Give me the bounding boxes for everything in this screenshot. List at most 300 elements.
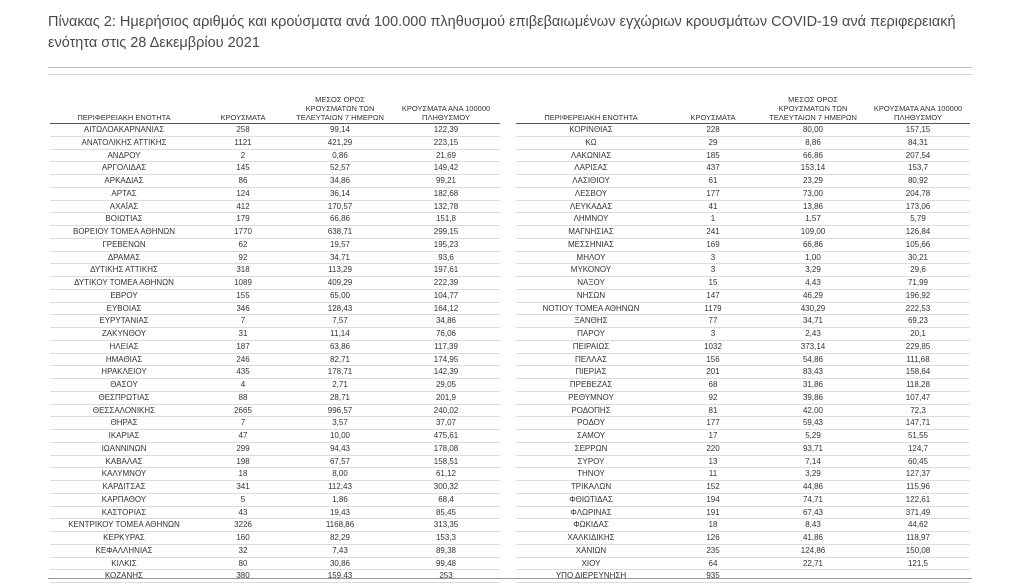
table-title: Πίνακας 2: Ημερήσιος αριθμός και κρούσματα ανά 100.000 πληθυσμού επιβεβαιωμένων εγχώριων κρουσμάτων COVID-19 ανά περιφερειακή ενότητα στις 28 Δεκεμβρίου 2021	[48, 14, 956, 51]
cell-cases-right: 1032	[666, 340, 760, 353]
cell-avg7-left: 34,71	[288, 251, 392, 264]
cell-avg7-right: 34,71	[760, 315, 866, 328]
cell-per100k-left: 222,39	[392, 277, 500, 290]
column-gap	[500, 175, 516, 188]
cell-per100k-left: 195,23	[392, 238, 500, 251]
cell-avg7-left: 421,29	[288, 136, 392, 149]
cell-per100k-right: 5,79	[866, 213, 970, 226]
cell-cases-left: 435	[198, 366, 288, 379]
cell-per100k-right: 158,64	[866, 366, 970, 379]
cell-cases-left: 5	[198, 493, 288, 506]
cell-avg7-right: 109,00	[760, 226, 866, 239]
table-row	[50, 570, 970, 583]
table-row	[50, 455, 970, 468]
cell-per100k-left: 29,05	[392, 379, 500, 392]
column-gap	[500, 277, 516, 290]
cell-region-right: ΡΟΔΟΠΗΣ	[516, 404, 666, 417]
table-row	[50, 200, 970, 213]
column-gap	[500, 264, 516, 277]
cell-cases-right: 41	[666, 200, 760, 213]
cell-region-right: ΧΑΛΚΙΔΙΚΗΣ	[516, 532, 666, 545]
cell-avg7-left: 170,57	[288, 200, 392, 213]
cell-avg7-right: 31,86	[760, 379, 866, 392]
cell-cases-right: 169	[666, 238, 760, 251]
cell-avg7-left: 10,00	[288, 430, 392, 443]
column-gap	[500, 124, 516, 137]
table-row	[50, 557, 970, 570]
table-row	[50, 328, 970, 341]
cell-per100k-right: 51,55	[866, 430, 970, 443]
table-row	[50, 442, 970, 455]
cell-cases-left: 155	[198, 289, 288, 302]
cell-cases-left: 47	[198, 430, 288, 443]
cell-region-left: ΕΒΡΟΥ	[50, 289, 198, 302]
cell-avg7-left: 638,71	[288, 226, 392, 239]
column-gap	[500, 200, 516, 213]
cell-per100k-right: 122,61	[866, 493, 970, 506]
top-divider-secondary	[48, 74, 972, 75]
cell-per100k-left: 132,78	[392, 200, 500, 213]
cell-per100k-left: 197,61	[392, 264, 500, 277]
cell-region-left: ΚΑΒΑΛΑΣ	[50, 455, 198, 468]
table-row	[50, 264, 970, 277]
cell-avg7-left: 128,43	[288, 302, 392, 315]
cell-cases-right: 152	[666, 481, 760, 494]
cell-cases-right: 228	[666, 124, 760, 137]
cell-per100k-left: 178,08	[392, 442, 500, 455]
table-row	[50, 124, 970, 137]
cell-region-left: ΚΙΛΚΙΣ	[50, 557, 198, 570]
cell-per100k-left: 99,21	[392, 175, 500, 188]
cell-cases-left: 7	[198, 417, 288, 430]
cell-avg7-right	[760, 570, 866, 583]
cell-cases-right: 177	[666, 187, 760, 200]
table-body	[50, 124, 970, 583]
cell-per100k-right: 80,92	[866, 175, 970, 188]
cell-cases-right: 17	[666, 430, 760, 443]
cell-region-right: ΧΙΟΥ	[516, 557, 666, 570]
cell-region-right: ΚΩ	[516, 136, 666, 149]
cell-per100k-left: 21,69	[392, 149, 500, 162]
cell-region-right: ΣΕΡΡΩΝ	[516, 442, 666, 455]
column-gap	[500, 251, 516, 264]
cell-region-left: ΙΩΑΝΝΙΝΩΝ	[50, 442, 198, 455]
table-row	[50, 251, 970, 264]
cell-avg7-right: 153,14	[760, 162, 866, 175]
table-row	[50, 391, 970, 404]
cell-cases-right: 935	[666, 570, 760, 583]
column-gap	[500, 86, 516, 124]
cell-region-right: ΜΑΓΝΗΣΙΑΣ	[516, 226, 666, 239]
cell-avg7-right: 8,86	[760, 136, 866, 149]
cell-avg7-right: 66,86	[760, 238, 866, 251]
cell-cases-left: 299	[198, 442, 288, 455]
cell-cases-right: 92	[666, 391, 760, 404]
cell-avg7-right: 44,86	[760, 481, 866, 494]
cell-per100k-left: 240,02	[392, 404, 500, 417]
cell-avg7-left: 1168,86	[288, 519, 392, 532]
cell-cases-left: 1121	[198, 136, 288, 149]
cell-region-left: ΗΜΑΘΙΑΣ	[50, 353, 198, 366]
header-region-left: ΠΕΡΙΦΕΡΕΙΑΚΗ ΕΝΟΤΗΤΑ	[50, 86, 198, 124]
table-row	[50, 430, 970, 443]
cell-per100k-right: 44,62	[866, 519, 970, 532]
cell-per100k-right: 147,71	[866, 417, 970, 430]
cell-avg7-right: 124,86	[760, 544, 866, 557]
cell-cases-right: 437	[666, 162, 760, 175]
cell-per100k-left: 164,12	[392, 302, 500, 315]
cell-avg7-left: 2,71	[288, 379, 392, 392]
cell-per100k-left: 89,38	[392, 544, 500, 557]
cell-region-right: ΦΘΙΩΤΙΔΑΣ	[516, 493, 666, 506]
table-row	[50, 468, 970, 481]
cell-cases-left: 1770	[198, 226, 288, 239]
table-row	[50, 226, 970, 239]
cell-region-right: ΡΕΘΥΜΝΟΥ	[516, 391, 666, 404]
cell-region-left: ΚΑΡΠΑΘΟΥ	[50, 493, 198, 506]
cell-per100k-left: 76,06	[392, 328, 500, 341]
cell-cases-right: 156	[666, 353, 760, 366]
column-gap	[500, 455, 516, 468]
column-gap	[500, 340, 516, 353]
cell-region-left: ΚΑΛΥΜΝΟΥ	[50, 468, 198, 481]
cell-avg7-right: 67,43	[760, 506, 866, 519]
column-gap	[500, 391, 516, 404]
cell-per100k-left: 99,48	[392, 557, 500, 570]
cell-cases-right: 18	[666, 519, 760, 532]
cell-region-right: ΦΛΩΡΙΝΑΣ	[516, 506, 666, 519]
cell-cases-right: 1179	[666, 302, 760, 315]
cell-region-right: ΜΥΚΟΝΟΥ	[516, 264, 666, 277]
column-gap	[500, 353, 516, 366]
cell-region-left: ΔΡΑΜΑΣ	[50, 251, 198, 264]
cell-region-right: ΧΑΝΙΩΝ	[516, 544, 666, 557]
cell-region-right: ΠΙΕΡΙΑΣ	[516, 366, 666, 379]
cell-avg7-left: 7,57	[288, 315, 392, 328]
cell-region-left: ΖΑΚΥΝΘΟΥ	[50, 328, 198, 341]
cell-cases-right: 126	[666, 532, 760, 545]
cell-avg7-right: 59,43	[760, 417, 866, 430]
cell-per100k-right: 126,84	[866, 226, 970, 239]
cell-cases-left: 80	[198, 557, 288, 570]
cell-region-right: ΜΗΛΟΥ	[516, 251, 666, 264]
cell-per100k-right: 107,47	[866, 391, 970, 404]
cell-cases-right: 147	[666, 289, 760, 302]
cell-avg7-right: 13,86	[760, 200, 866, 213]
cell-avg7-left: 63,86	[288, 340, 392, 353]
cell-per100k-right: 69,23	[866, 315, 970, 328]
cell-region-right: ΛΕΥΚΑΔΑΣ	[516, 200, 666, 213]
cell-region-right: ΛΑΚΩΝΙΑΣ	[516, 149, 666, 162]
table-row	[50, 162, 970, 175]
cell-cases-right: 3	[666, 328, 760, 341]
cell-region-left: ΓΡΕΒΕΝΩΝ	[50, 238, 198, 251]
cell-per100k-left: 122,39	[392, 124, 500, 137]
cell-per100k-right: 371,49	[866, 506, 970, 519]
cell-per100k-left: 34,86	[392, 315, 500, 328]
cell-avg7-right: 73,00	[760, 187, 866, 200]
cell-avg7-right: 93,71	[760, 442, 866, 455]
table-row	[50, 149, 970, 162]
cell-avg7-right: 7,14	[760, 455, 866, 468]
cell-avg7-left: 1,86	[288, 493, 392, 506]
cell-region-left: ΑΡΤΑΣ	[50, 187, 198, 200]
cell-cases-left: 4	[198, 379, 288, 392]
cell-avg7-left: 94,43	[288, 442, 392, 455]
cell-cases-left: 3226	[198, 519, 288, 532]
column-gap	[500, 213, 516, 226]
cell-cases-left: 2	[198, 149, 288, 162]
cell-avg7-right: 1,00	[760, 251, 866, 264]
cell-cases-right: 29	[666, 136, 760, 149]
cell-region-right: ΤΡΙΚΑΛΩΝ	[516, 481, 666, 494]
cell-per100k-right: 222,53	[866, 302, 970, 315]
cell-cases-right: 3	[666, 251, 760, 264]
cell-region-right: ΛΗΜΝΟΥ	[516, 213, 666, 226]
cell-cases-left: 380	[198, 570, 288, 583]
cell-avg7-right: 83,43	[760, 366, 866, 379]
cell-region-left: ΑΝΑΤΟΛΙΚΗΣ ΑΤΤΙΚΗΣ	[50, 136, 198, 149]
cell-cases-left: 160	[198, 532, 288, 545]
header-avg7-right: ΜΕΣΟΣ ΟΡΟΣ ΚΡΟΥΣΜΑΤΩΝ ΤΩΝ ΤΕΛΕΥΤΑΙΩΝ 7 ΗΜΕΡΩΝ	[760, 86, 866, 124]
cell-region-left: ΘΗΡΑΣ	[50, 417, 198, 430]
cell-region-right: ΣΥΡΟΥ	[516, 455, 666, 468]
cell-avg7-left: 36,14	[288, 187, 392, 200]
cell-cases-left: 246	[198, 353, 288, 366]
cell-per100k-right	[866, 570, 970, 583]
table-row	[50, 366, 970, 379]
column-gap	[500, 162, 516, 175]
cell-region-right: ΦΩΚΙΔΑΣ	[516, 519, 666, 532]
cell-cases-left: 62	[198, 238, 288, 251]
cell-avg7-right: 373,14	[760, 340, 866, 353]
cell-avg7-right: 4,43	[760, 277, 866, 290]
column-gap	[500, 442, 516, 455]
cell-avg7-right: 5,29	[760, 430, 866, 443]
cell-avg7-left: 19,43	[288, 506, 392, 519]
cell-per100k-right: 204,78	[866, 187, 970, 200]
cell-per100k-left: 475,61	[392, 430, 500, 443]
cell-region-left: ΑΝΔΡΟΥ	[50, 149, 198, 162]
cell-per100k-right: 124,7	[866, 442, 970, 455]
table-row	[50, 506, 970, 519]
cell-region-right: ΛΕΣΒΟΥ	[516, 187, 666, 200]
cell-region-right: ΠΕΛΛΑΣ	[516, 353, 666, 366]
column-gap	[500, 544, 516, 557]
table-row	[50, 379, 970, 392]
cell-per100k-right: 157,15	[866, 124, 970, 137]
column-gap	[500, 136, 516, 149]
cell-avg7-left: 66,86	[288, 213, 392, 226]
cell-avg7-left: 82,71	[288, 353, 392, 366]
cell-per100k-left: 201,9	[392, 391, 500, 404]
cell-region-left: ΕΥΡΥΤΑΝΙΑΣ	[50, 315, 198, 328]
table-header-row	[50, 86, 970, 124]
cell-avg7-left: 996,57	[288, 404, 392, 417]
cell-cases-right: 11	[666, 468, 760, 481]
cell-per100k-right: 118,28	[866, 379, 970, 392]
header-avg7-left: ΜΕΣΟΣ ΟΡΟΣ ΚΡΟΥΣΜΑΤΩΝ ΤΩΝ ΤΕΛΕΥΤΑΙΩΝ 7 ΗΜΕΡΩΝ	[288, 86, 392, 124]
column-gap	[500, 506, 516, 519]
cell-cases-left: 341	[198, 481, 288, 494]
column-gap	[500, 149, 516, 162]
column-gap	[500, 430, 516, 443]
cell-region-left: ΚΕΝΤΡΙΚΟΥ ΤΟΜΕΑ ΑΘΗΝΩΝ	[50, 519, 198, 532]
cell-avg7-left: 7,43	[288, 544, 392, 557]
cell-region-left: ΑΧΑΪΑΣ	[50, 200, 198, 213]
cell-cases-left: 346	[198, 302, 288, 315]
cell-avg7-left: 99,14	[288, 124, 392, 137]
cell-region-left: ΚΕΦΑΛΛΗΝΙΑΣ	[50, 544, 198, 557]
cell-per100k-left: 93,6	[392, 251, 500, 264]
cell-per100k-left: 300,32	[392, 481, 500, 494]
cell-avg7-left: 113,29	[288, 264, 392, 277]
column-gap	[500, 379, 516, 392]
cell-avg7-right: 54,86	[760, 353, 866, 366]
cell-cases-left: 31	[198, 328, 288, 341]
cell-per100k-left: 68,4	[392, 493, 500, 506]
table-row	[50, 519, 970, 532]
cell-per100k-left: 151,8	[392, 213, 500, 226]
cell-cases-left: 412	[198, 200, 288, 213]
cell-cases-left: 124	[198, 187, 288, 200]
cell-per100k-right: 111,68	[866, 353, 970, 366]
column-gap	[500, 468, 516, 481]
cell-avg7-left: 82,29	[288, 532, 392, 545]
cell-per100k-right: 173,06	[866, 200, 970, 213]
column-gap	[500, 519, 516, 532]
cell-cases-left: 258	[198, 124, 288, 137]
cell-per100k-right: 229,85	[866, 340, 970, 353]
cell-cases-left: 179	[198, 213, 288, 226]
cell-region-right: ΡΟΔΟΥ	[516, 417, 666, 430]
cell-avg7-right: 3,29	[760, 264, 866, 277]
cell-cases-right: 3	[666, 264, 760, 277]
cell-per100k-left: 158,51	[392, 455, 500, 468]
cell-cases-left: 43	[198, 506, 288, 519]
cell-avg7-right: 1,57	[760, 213, 866, 226]
cell-per100k-left: 149,42	[392, 162, 500, 175]
cell-region-left: ΒΟΡΕΙΟΥ ΤΟΜΕΑ ΑΘΗΝΩΝ	[50, 226, 198, 239]
column-gap	[500, 328, 516, 341]
cell-region-left: ΔΥΤΙΚΟΥ ΤΟΜΕΑ ΑΘΗΝΩΝ	[50, 277, 198, 290]
cell-cases-left: 18	[198, 468, 288, 481]
cell-avg7-right: 41,86	[760, 532, 866, 545]
cell-per100k-left: 61,12	[392, 468, 500, 481]
cell-per100k-left: 153,3	[392, 532, 500, 545]
header-region-right: ΠΕΡΙΦΕΡΕΙΑΚΗ ΕΝΟΤΗΤΑ	[516, 86, 666, 124]
cell-cases-left: 88	[198, 391, 288, 404]
cell-avg7-left: 52,57	[288, 162, 392, 175]
cell-region-right: ΛΑΣΙΘΙΟΥ	[516, 175, 666, 188]
cell-cases-right: 220	[666, 442, 760, 455]
cell-avg7-left: 8,00	[288, 468, 392, 481]
cell-cases-right: 191	[666, 506, 760, 519]
cell-region-left: ΗΡΑΚΛΕΙΟΥ	[50, 366, 198, 379]
cell-avg7-right: 46,29	[760, 289, 866, 302]
cell-avg7-left: 112,43	[288, 481, 392, 494]
cell-avg7-left: 0,86	[288, 149, 392, 162]
table-row	[50, 544, 970, 557]
cell-cases-right: 61	[666, 175, 760, 188]
cell-avg7-left: 67,57	[288, 455, 392, 468]
header-cases-right: ΚΡΟΥΣΜΑΤΑ	[666, 86, 760, 124]
cell-avg7-left: 159,43	[288, 570, 392, 583]
cell-region-right: ΠΕΙΡΑΙΩΣ	[516, 340, 666, 353]
cell-avg7-left: 3,57	[288, 417, 392, 430]
cell-per100k-right: 196,92	[866, 289, 970, 302]
cell-region-left: ΚΕΡΚΥΡΑΣ	[50, 532, 198, 545]
cell-avg7-right: 2,43	[760, 328, 866, 341]
cell-per100k-right: 118,97	[866, 532, 970, 545]
column-gap	[500, 238, 516, 251]
column-gap	[500, 493, 516, 506]
table-row	[50, 289, 970, 302]
cell-per100k-left: 174,95	[392, 353, 500, 366]
column-gap	[500, 557, 516, 570]
cell-cases-left: 2665	[198, 404, 288, 417]
cell-per100k-right: 60,45	[866, 455, 970, 468]
cell-region-left: ΚΑΣΤΟΡΙΑΣ	[50, 506, 198, 519]
cell-per100k-left: 313,35	[392, 519, 500, 532]
cell-region-left: ΑΡΚΑΔΙΑΣ	[50, 175, 198, 188]
cell-region-right: ΚΟΡΙΝΘΙΑΣ	[516, 124, 666, 137]
cell-cases-left: 198	[198, 455, 288, 468]
column-gap	[500, 570, 516, 583]
cell-avg7-right: 42,00	[760, 404, 866, 417]
cell-per100k-right: 29,6	[866, 264, 970, 277]
cell-per100k-left: 37,07	[392, 417, 500, 430]
table-row	[50, 277, 970, 290]
top-divider	[48, 67, 972, 68]
cell-per100k-left: 85,45	[392, 506, 500, 519]
cell-avg7-left: 28,71	[288, 391, 392, 404]
table-row	[50, 136, 970, 149]
cell-cases-right: 201	[666, 366, 760, 379]
cell-region-left: ΙΚΑΡΙΑΣ	[50, 430, 198, 443]
cell-per100k-right: 207,54	[866, 149, 970, 162]
cell-region-right: ΞΑΝΘΗΣ	[516, 315, 666, 328]
cell-cases-right: 15	[666, 277, 760, 290]
cell-avg7-left: 19,57	[288, 238, 392, 251]
cell-avg7-left: 409,29	[288, 277, 392, 290]
cell-per100k-right: 20,1	[866, 328, 970, 341]
cell-per100k-right: 72,3	[866, 404, 970, 417]
cell-region-left: ΘΕΣΣΑΛΟΝΙΚΗΣ	[50, 404, 198, 417]
table-row	[50, 238, 970, 251]
cell-region-right: ΛΑΡΙΣΑΣ	[516, 162, 666, 175]
cell-per100k-left: 117,39	[392, 340, 500, 353]
cell-avg7-right: 8,43	[760, 519, 866, 532]
cell-region-right: ΣΑΜΟΥ	[516, 430, 666, 443]
cell-avg7-left: 178,71	[288, 366, 392, 379]
cell-region-left: ΘΕΣΠΡΩΤΙΑΣ	[50, 391, 198, 404]
column-gap	[500, 302, 516, 315]
column-gap	[500, 226, 516, 239]
cell-region-left: ΑΡΓΟΛΙΔΑΣ	[50, 162, 198, 175]
header-per100k-right: ΚΡΟΥΣΜΑΤΑ ΑΝΑ 100000 ΠΛΗΘΥΣΜΟΥ	[866, 86, 970, 124]
table-row	[50, 532, 970, 545]
cell-region-left: ΚΑΡΔΙΤΣΑΣ	[50, 481, 198, 494]
cell-avg7-left: 65,00	[288, 289, 392, 302]
cell-avg7-right: 39,86	[760, 391, 866, 404]
cell-region-right: ΝΟΤΙΟΥ ΤΟΜΕΑ ΑΘΗΝΩΝ	[516, 302, 666, 315]
table-row	[50, 353, 970, 366]
table-row	[50, 315, 970, 328]
cell-avg7-right: 22,71	[760, 557, 866, 570]
header-per100k-left: ΚΡΟΥΣΜΑΤΑ ΑΝΑ 100000 ΠΛΗΘΥΣΜΟΥ	[392, 86, 500, 124]
cell-per100k-right: 127,37	[866, 468, 970, 481]
